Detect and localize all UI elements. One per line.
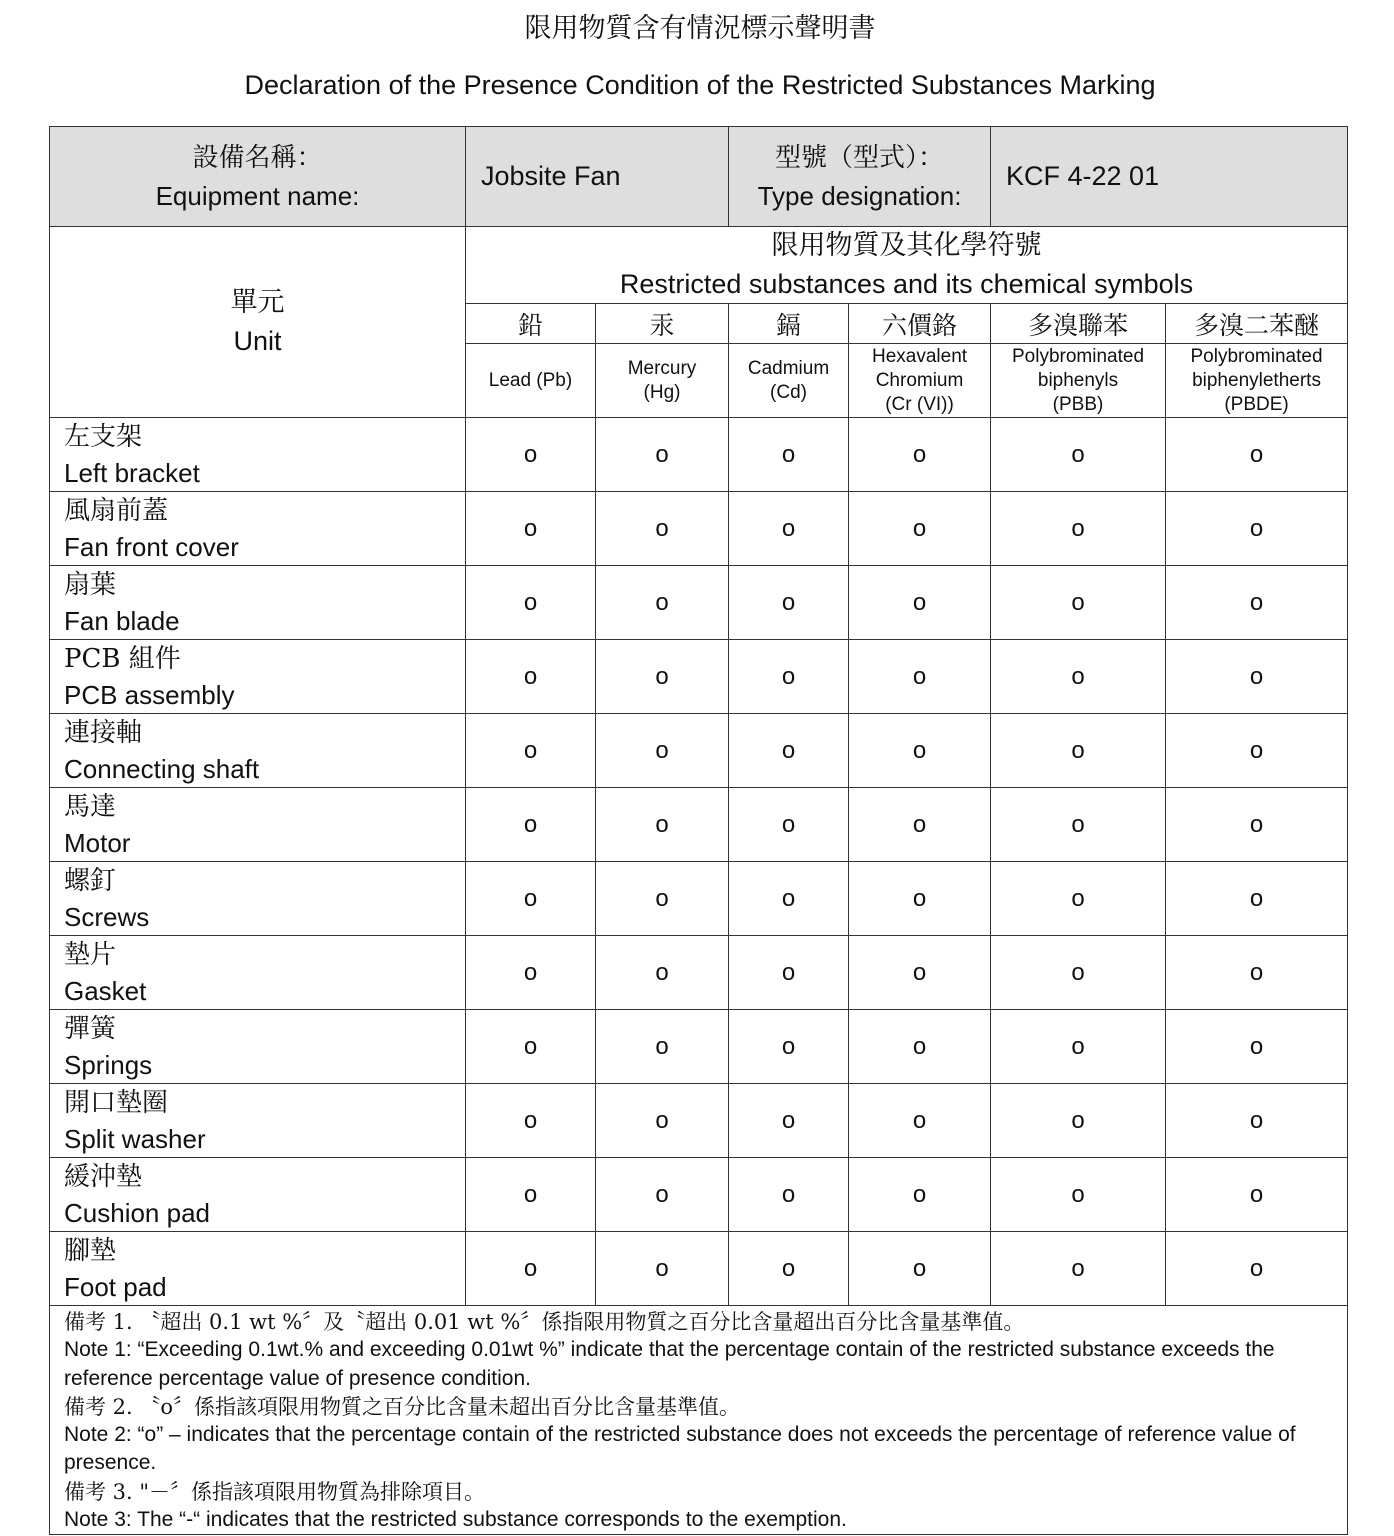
substance-en-1 — [596, 344, 729, 418]
presence-mark: o — [729, 862, 849, 936]
presence-mark: o — [729, 936, 849, 1010]
presence-mark: o — [466, 1232, 596, 1306]
part-name-en: Motor — [64, 828, 131, 858]
presence-mark: o — [849, 1010, 991, 1084]
type-value: KCF 4-22 01 — [991, 127, 1348, 227]
table-row — [50, 1158, 1348, 1232]
substance-en-line: biphenyls — [1037, 369, 1119, 391]
substance-en-line: Lead (Pb) — [488, 369, 573, 391]
part-name-zh: 腳墊 — [64, 1236, 117, 1266]
notes-cell — [50, 1306, 1348, 1535]
presence-mark: o — [849, 1158, 991, 1232]
note-zh-1: 備考 1. 〝超出 0.1 wt %〞及〝超出 0.01 wt %〞係指限用物質之百分比含量超出百分比含量基準值。 — [64, 1310, 1025, 1334]
substance-en-line: (Cd) — [770, 381, 807, 403]
substance-zh-3: 六價鉻 — [849, 304, 991, 344]
presence-mark: o — [1166, 1232, 1348, 1306]
part-name-en: Foot pad — [64, 1272, 167, 1302]
part-name-cell — [50, 936, 466, 1010]
substance-en-5 — [1166, 344, 1348, 418]
part-name-en: Screws — [64, 902, 150, 932]
note-zh-3: 備考 3. "－〞係指該項限用物質為排除項目。 — [64, 1479, 486, 1504]
presence-mark: o — [849, 418, 991, 492]
presence-mark: o — [729, 566, 849, 640]
presence-mark: o — [596, 1232, 729, 1306]
presence-mark: o — [729, 1158, 849, 1232]
substance-en-line: Chromium — [875, 369, 964, 391]
substance-en-line: Polybrominated — [1190, 345, 1323, 367]
substance-en-line: Mercury — [627, 357, 697, 379]
presence-mark: o — [849, 788, 991, 862]
table-row — [50, 492, 1348, 566]
substance-zh-0: 鉛 — [466, 304, 596, 344]
declaration-table — [49, 126, 1348, 1535]
type-label-cell — [729, 127, 991, 227]
presence-mark: o — [1166, 936, 1348, 1010]
presence-mark: o — [1166, 1010, 1348, 1084]
part-name-en: Springs — [64, 1050, 153, 1080]
presence-mark: o — [1166, 492, 1348, 566]
presence-mark: o — [729, 1010, 849, 1084]
part-name-zh: 連接軸 — [64, 718, 143, 748]
presence-mark: o — [729, 714, 849, 788]
presence-mark: o — [1166, 640, 1348, 714]
presence-mark: o — [466, 1010, 596, 1084]
presence-mark: o — [991, 862, 1166, 936]
part-name-cell — [50, 1232, 466, 1306]
presence-mark: o — [466, 714, 596, 788]
part-name-zh: 螺釘 — [64, 866, 117, 896]
presence-mark: o — [596, 640, 729, 714]
presence-mark: o — [991, 418, 1166, 492]
presence-mark: o — [991, 640, 1166, 714]
presence-mark: o — [729, 1084, 849, 1158]
substance-en-line: Hexavalent — [871, 345, 968, 367]
type-label-zh: 型號（型式）： — [775, 142, 945, 173]
part-name-zh: 馬達 — [64, 792, 117, 822]
presence-mark: o — [596, 862, 729, 936]
presence-mark: o — [596, 936, 729, 1010]
table-row — [50, 1084, 1348, 1158]
presence-mark: o — [596, 714, 729, 788]
presence-mark: o — [596, 566, 729, 640]
presence-mark: o — [991, 1010, 1166, 1084]
table-row — [50, 1010, 1348, 1084]
presence-mark: o — [466, 1158, 596, 1232]
substance-en-line: Polybrominated — [1012, 345, 1145, 367]
part-name-zh: 彈簧 — [64, 1014, 117, 1044]
equipment-label-zh: 設備名稱： — [192, 142, 323, 173]
presence-mark: o — [849, 566, 991, 640]
part-name-cell — [50, 640, 466, 714]
note-en-1: Note 1: “Exceeding 0.1wt.% and exceeding 0.01wt %” indicate that the percentage contain of the restricted substance exceeds the reference percentage value of presence condition. — [64, 1338, 1275, 1390]
substance-en-2 — [729, 344, 849, 418]
substances-header — [466, 227, 1348, 304]
presence-mark: o — [729, 640, 849, 714]
substance-en-line: Cadmium — [747, 357, 830, 379]
part-name-cell — [50, 418, 466, 492]
table-row — [50, 714, 1348, 788]
part-name-zh: 風扇前蓋 — [64, 496, 169, 526]
part-name-cell — [50, 492, 466, 566]
presence-mark: o — [1166, 1158, 1348, 1232]
presence-mark: o — [991, 492, 1166, 566]
part-name-zh: 開口墊圈 — [64, 1088, 169, 1118]
presence-mark: o — [849, 862, 991, 936]
substances-header-row — [50, 227, 1348, 304]
part-name-en: Gasket — [64, 976, 147, 1006]
presence-mark: o — [466, 566, 596, 640]
part-name-en: Left bracket — [64, 458, 200, 488]
presence-mark: o — [596, 1158, 729, 1232]
presence-mark: o — [729, 418, 849, 492]
presence-mark: o — [466, 492, 596, 566]
presence-mark: o — [849, 1232, 991, 1306]
substances-header-zh: 限用物質及其化學符號 — [771, 230, 1042, 261]
part-name-en: Fan blade — [64, 606, 180, 636]
presence-mark: o — [729, 1232, 849, 1306]
substance-en-line: (PBB) — [1052, 393, 1104, 415]
type-label-en: Type designation: — [757, 180, 962, 211]
presence-mark: o — [1166, 788, 1348, 862]
table-row — [50, 788, 1348, 862]
part-name-zh: PCB 組件 — [64, 644, 181, 674]
presence-mark: o — [991, 1084, 1166, 1158]
presence-mark: o — [849, 714, 991, 788]
unit-zh: 單元 — [230, 287, 285, 318]
unit-header — [50, 227, 466, 418]
part-name-en: PCB assembly — [64, 680, 235, 710]
presence-mark: o — [991, 1158, 1166, 1232]
note-en-2: Note 2: “o” – indicates that the percentage contain of the restricted substance does not exceeds the percentage of reference value of presence. — [64, 1423, 1296, 1475]
title-english: Declaration of the Presence Condition of the Restricted Substances Marking — [244, 70, 1156, 100]
presence-mark: o — [596, 1010, 729, 1084]
presence-mark: o — [596, 492, 729, 566]
parts-table-body — [50, 418, 1348, 1306]
equipment-label-en: Equipment name: — [155, 180, 360, 211]
part-name-cell — [50, 566, 466, 640]
presence-mark: o — [991, 788, 1166, 862]
table-row — [50, 640, 1348, 714]
substance-en-line: (Cr (VI)) — [885, 393, 954, 415]
part-name-zh: 墊片 — [64, 940, 117, 970]
presence-mark: o — [991, 566, 1166, 640]
presence-mark: o — [849, 1084, 991, 1158]
part-name-zh: 緩沖墊 — [64, 1162, 143, 1192]
part-name-cell — [50, 1158, 466, 1232]
presence-mark: o — [849, 640, 991, 714]
presence-mark: o — [466, 862, 596, 936]
substance-zh-1: 汞 — [596, 304, 729, 344]
part-name-en: Split washer — [64, 1124, 206, 1154]
presence-mark: o — [466, 418, 596, 492]
presence-mark: o — [849, 936, 991, 1010]
presence-mark: o — [1166, 566, 1348, 640]
equipment-row — [50, 127, 1348, 227]
substance-zh-2: 鎘 — [729, 304, 849, 344]
presence-mark: o — [466, 640, 596, 714]
substance-en-3 — [849, 344, 991, 418]
part-name-cell — [50, 1084, 466, 1158]
presence-mark: o — [729, 788, 849, 862]
part-name-cell — [50, 1010, 466, 1084]
part-name-en: Fan front cover — [64, 532, 239, 562]
substance-en-0 — [466, 344, 596, 418]
title-chinese: 限用物質含有情況標示聲明書 — [524, 13, 876, 44]
note-en-3: Note 3: The “-“ indicates that the restricted substance corresponds to the exemption. — [64, 1508, 847, 1532]
presence-mark: o — [991, 1232, 1166, 1306]
unit-en: Unit — [233, 326, 282, 356]
presence-mark: o — [849, 492, 991, 566]
presence-mark: o — [1166, 714, 1348, 788]
substance-en-4 — [991, 344, 1166, 418]
part-name-en: Cushion pad — [64, 1198, 210, 1228]
table-row — [50, 1232, 1348, 1306]
part-name-zh: 左支架 — [64, 422, 143, 452]
part-name-cell — [50, 788, 466, 862]
substance-zh-5: 多溴二苯醚 — [1166, 304, 1348, 344]
notes-row — [50, 1306, 1348, 1535]
equipment-value: Jobsite Fan — [466, 127, 729, 227]
presence-mark: o — [1166, 862, 1348, 936]
table-row — [50, 566, 1348, 640]
table-row — [50, 418, 1348, 492]
table-row — [50, 936, 1348, 1010]
note-zh-2: 備考 2. 〝o〞係指該項限用物質之百分比含量未超出百分比含量基準值。 — [64, 1394, 741, 1419]
presence-mark: o — [596, 788, 729, 862]
presence-mark: o — [596, 1084, 729, 1158]
substances-header-en: Restricted substances and its chemical symbols — [619, 269, 1194, 299]
part-name-en: Connecting shaft — [64, 754, 260, 784]
presence-mark: o — [1166, 1084, 1348, 1158]
part-name-zh: 扇葉 — [64, 570, 117, 600]
presence-mark: o — [466, 1084, 596, 1158]
presence-mark: o — [991, 714, 1166, 788]
substance-en-line: (PBDE) — [1224, 393, 1289, 415]
presence-mark: o — [991, 936, 1166, 1010]
presence-mark: o — [466, 936, 596, 1010]
equipment-label-cell — [50, 127, 466, 227]
presence-mark: o — [729, 492, 849, 566]
presence-mark: o — [1166, 418, 1348, 492]
presence-mark: o — [466, 788, 596, 862]
table-row — [50, 862, 1348, 936]
substance-zh-4: 多溴聯苯 — [991, 304, 1166, 344]
substance-en-line: (Hg) — [643, 381, 681, 403]
presence-mark: o — [596, 418, 729, 492]
substance-en-line: biphenyletherts — [1192, 369, 1321, 391]
part-name-cell — [50, 714, 466, 788]
part-name-cell — [50, 862, 466, 936]
